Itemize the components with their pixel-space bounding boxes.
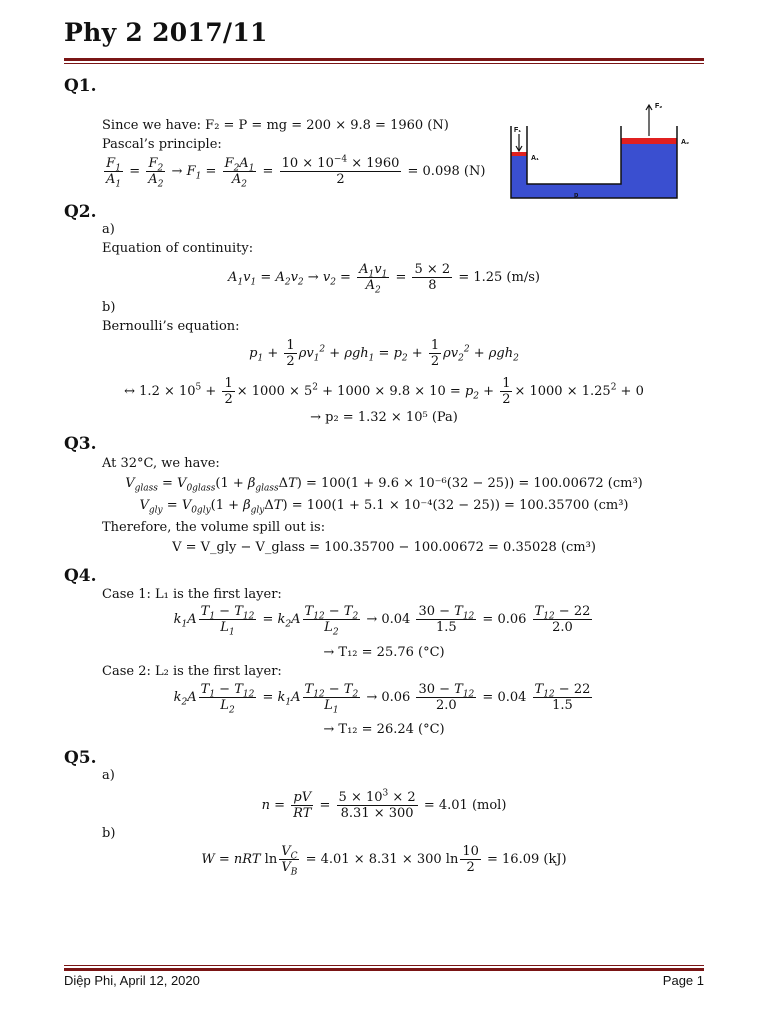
q5-n-equation: n = $\frac{pV}{RT}$ = $\frac{5 \times 10^3 \times 2}{8.31 \times 300}$ = 4.01 (mol) xyxy=(261,788,507,821)
q3-spill-equation: V = V_gly − V_glass = 100.35700 − 100.00672 = 0.35028 (cm³) xyxy=(172,540,596,555)
q1-line2: Pascal’s principle: xyxy=(102,137,222,152)
q4-case1-result: → T₁₂ = 25.76 (°C) xyxy=(323,645,445,660)
q2-heading: Q2. xyxy=(64,202,97,222)
q3-gly-equation: $V_{gly} = V_{0gly}(1 + \beta_{gly}\Delta T) = 100(1 + 5.1 \times 10^{-4}(32 - 25)) = 100.35700$ (cm³) xyxy=(139,498,629,516)
q5-part-b: b) xyxy=(102,826,116,841)
q5-w-equation: W = nRT ln $\frac{V_C}{V_B}$ = 4.01 × 8.31 × 300 ln $\frac{10}{2}$ = 16.09 (kJ) xyxy=(201,844,567,878)
q3-gly-result: = 100(1 + 5.1 × 10⁻⁴(32 − 25)) = 100.35700 (cm³) xyxy=(291,498,629,513)
page-title: Phy 2 2017/11 xyxy=(64,18,268,47)
q2-v2-result: = 1.25 (m/s) xyxy=(458,270,540,285)
q2-p2-result: → p₂ = 1.32 × 10⁵ (Pa) xyxy=(310,410,458,425)
q4-case1-label: Case 1: L₁ is the first layer: xyxy=(102,587,282,602)
diagram-a2-label: A₂ xyxy=(681,139,690,146)
diagram-a1-label: A₁ xyxy=(531,155,539,162)
q3-glass-equation: $V_{glass} = V_{0glass}(1 + \beta_{glass}\Delta T) = 100(1 + 9.6 \times 10^{-6}(32 - 25)) = 100.00672$ (cm³) xyxy=(125,476,643,494)
footer-page-number: Page 1 xyxy=(662,973,704,988)
q2-continuity-label: Equation of continuity: xyxy=(102,241,254,256)
q5-part-a: a) xyxy=(102,768,115,783)
q5-n-result: = 4.01 (mol) xyxy=(423,798,507,813)
q3-glass-result: = 100(1 + 9.6 × 10⁻⁶(32 − 25)) = 100.00672 (cm³) xyxy=(305,476,643,491)
q2-bernoulli-numeric: ↔ $1.2 \times 10^5$ + $\frac{1}{2}$ × $1000 \times 5^2 + 1000 \times 9.8 \times 10 = p_2$ + $\frac{1}{2}$ × $1000 \times 1.25^2 + 0$ xyxy=(124,376,644,407)
q5-heading: Q5. xyxy=(64,748,97,768)
q1-line1: Since we have: F₂ = P = mg = 200 × 9.8 = 1960 (N) xyxy=(102,118,449,133)
q3-heading: Q3. xyxy=(64,434,97,454)
q3-therefore: Therefore, the volume spill out is: xyxy=(102,520,326,535)
q4-case1-equation: $k_1A$ $\frac{T_1 - T_{12}}{L_1}$ = $k_2A$ $\frac{T_{12} - T_2}{L_2}$ → 0.04 $\frac{30 - T_{12}}{1.5}$ = 0.06 $\frac{T_{12} - 22}{2.0}$ xyxy=(173,604,591,638)
footer-author: Diệp Phi, April 12, 2020 xyxy=(64,973,200,988)
q5-w-result: = 16.09 (kJ) xyxy=(487,852,567,867)
q4-case2-equation: $k_2A$ $\frac{T_1 - T_{12}}{L_2}$ = $k_1A$ $\frac{T_{12} - T_2}{L_1}$ → 0.06 $\frac{30 - T_{12}}{2.0}$ = 0.04 $\frac{T_{12} - 22}{1.5}$ xyxy=(173,682,591,716)
q2-part-a: a) xyxy=(102,222,115,237)
footer-rule xyxy=(64,965,704,971)
diagram-p-label: p xyxy=(574,192,579,199)
diagram-f2-label: F₂ xyxy=(655,103,663,110)
q1-equation: $\frac{F_1}{A_1}$ = $\frac{F_2}{A_2}$ → $F_1$ = $\frac{F_2A_1}{A_2}$ = $\frac{10 \times 10^{-4} \times 1960}{2}$ = 0.098 (N) xyxy=(106,154,486,190)
q4-case2-result: → T₁₂ = 26.24 (°C) xyxy=(323,722,445,737)
diagram-f1-label: F₁ xyxy=(514,127,522,134)
q2-bernoulli-label: Bernoulli’s equation: xyxy=(102,319,240,334)
q2-continuity-equation: $A_1v_1 = A_2v_2 \to v_2$ = $\frac{A_1v_1}{A_2}$ = $\frac{5 \times 2}{8}$ = 1.25 (m/s) xyxy=(228,262,540,296)
q1-result: = 0.098 (N) xyxy=(407,164,486,179)
q4-case2-label: Case 2: L₂ is the first layer: xyxy=(102,664,282,679)
hydraulic-press-diagram xyxy=(505,96,690,204)
q2-part-b: b) xyxy=(102,300,116,315)
q1-heading: Q1. xyxy=(64,76,97,96)
q2-bernoulli-general: $p_1$ + $\frac{1}{2}$ $\rho v_1^2 + \rho gh_1 = p_2$ + $\frac{1}{2}$ $\rho v_2^2 + \rho gh_2$ xyxy=(249,338,519,369)
q4-heading: Q4. xyxy=(64,566,97,586)
q3-intro: At 32°C, we have: xyxy=(102,456,220,471)
header-rule xyxy=(64,58,704,64)
